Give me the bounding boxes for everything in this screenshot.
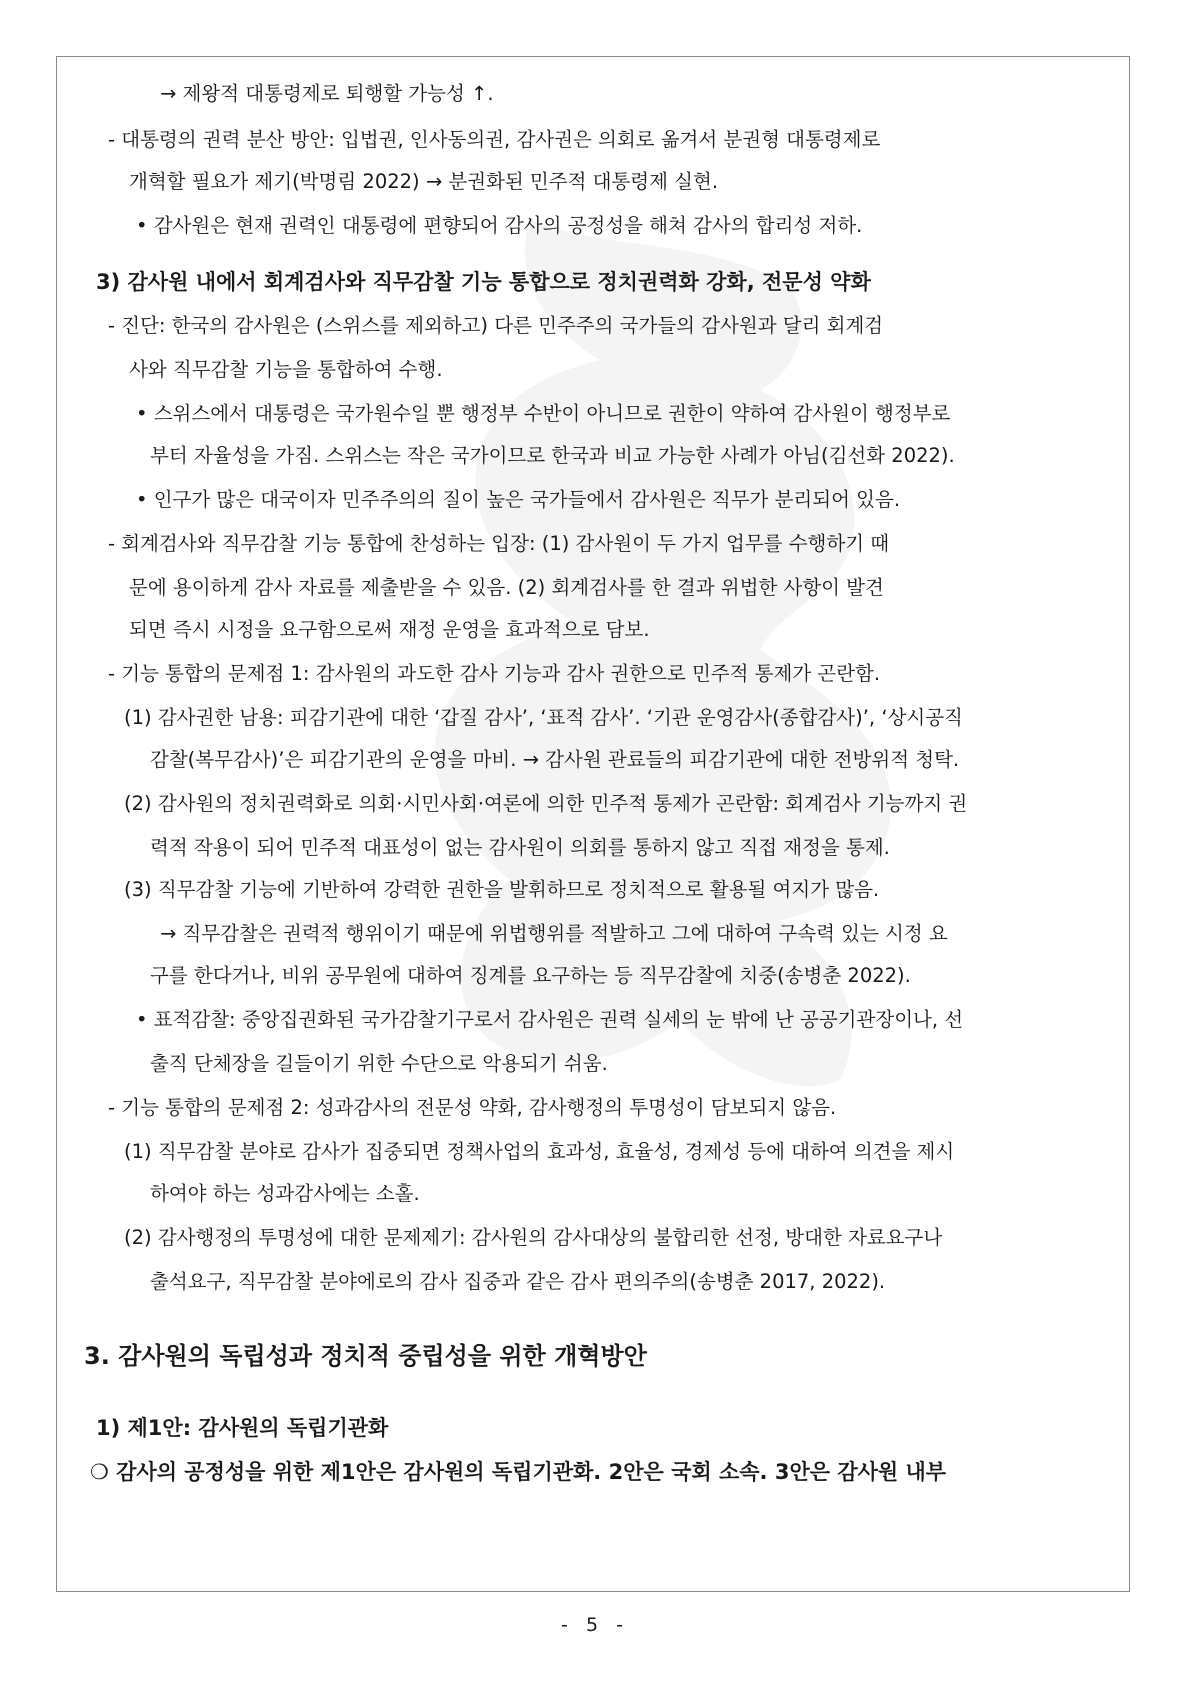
text-line: 개혁할 필요가 제기(박명림 2022) → 분권화된 민주적 대통령제 실현.: [129, 170, 719, 193]
text-line: 부터 자율성을 가짐. 스위스는 작은 국가이므로 한국과 비교 가능한 사례가 아님(김선화 2022).: [150, 444, 955, 467]
text-line: - 회계검사와 직무감찰 기능 통합에 찬성하는 입장: (1) 감사원이 두 가지 업무를 수행하기 때: [108, 532, 890, 555]
text-line: • 감사원은 현재 권력인 대통령에 편향되어 감사의 공정성을 해쳐 감사의 합리성 저하.: [136, 214, 863, 237]
text-line: - 기능 통합의 문제점 1: 감사원의 과도한 감사 기능과 감사 권한으로 민주적 통제가 곤란함.: [108, 662, 881, 685]
text-line: → 직무감찰은 권력적 행위이기 때문에 위법행위를 적발하고 그에 대하여 구속력 있는 시정 요: [160, 922, 948, 945]
text-line: (3) 직무감찰 기능에 기반하여 강력한 권한을 발휘하므로 정치적으로 활용될 여지가 많음.: [124, 878, 880, 901]
subsection-heading: 3) 감사원 내에서 회계검사와 직무감찰 기능 통합으로 정치권력화 강화, 전문성 약화: [96, 270, 871, 294]
page-number: - 5 -: [561, 1614, 629, 1636]
text-line: • 표적감찰: 중앙집권화된 국가감찰기구로서 감사원은 권력 실세의 눈 밖에 난 공공기관장이나, 선: [136, 1008, 964, 1031]
text-line: - 대통령의 권력 분산 방안: 입법권, 인사동의권, 감사권은 의회로 옮겨서 분권형 대통령제로: [108, 128, 881, 151]
text-line: (1) 감사권한 남용: 피감기관에 대한 ‘갑질 감사’, ‘표적 감사’. ‘기관 운영감사(종합감사)’, ‘상시공직: [124, 706, 963, 729]
section-heading: 3. 감사원의 독립성과 정치적 중립성을 위한 개혁방안: [84, 1342, 647, 1370]
text-line: 력적 작용이 되어 민주적 대표성이 없는 감사원이 의회를 통하지 않고 직접 재정을 통제.: [150, 836, 890, 859]
text-line: - 기능 통합의 문제점 2: 성과감사의 전문성 약화, 감사행정의 투명성이 담보되지 않음.: [108, 1096, 837, 1119]
text-line: • 스위스에서 대통령은 국가원수일 뿐 행정부 수반이 아니므로 권한이 약하여 감사원이 행정부로: [136, 402, 951, 425]
text-line: (2) 감사행정의 투명성에 대한 문제제기: 감사원의 감사대상의 불합리한 선정, 방대한 자료요구나: [124, 1226, 943, 1249]
text-line: (1) 직무감찰 분야로 감사가 집중되면 정책사업의 효과성, 효율성, 경제성 등에 대하여 의견을 제시: [124, 1140, 955, 1163]
text-line: 감찰(복무감사)’은 피감기관의 운영을 마비. → 감사원 관료들의 피감기관에 대한 전방위적 청탁.: [150, 748, 960, 771]
text-line: 구를 한다거나, 비위 공무원에 대하여 징계를 요구하는 등 직무감찰에 치중(송병춘 2022).: [150, 964, 911, 987]
text-line: 출석요구, 직무감찰 분야에로의 감사 집중과 같은 감사 편의주의(송병춘 2017, 2022).: [150, 1270, 886, 1293]
bullet-paragraph: ❍ 감사의 공정성을 위한 제1안은 감사원의 독립기관화. 2안은 국회 소속. 3안은 감사원 내부: [90, 1460, 947, 1484]
text-line: 출직 단체장을 길들이기 위한 수단으로 악용되기 쉬움.: [150, 1052, 608, 1075]
subsection-heading: 1) 제1안: 감사원의 독립기관화: [96, 1416, 389, 1440]
text-line: (2) 감사원의 정치권력화로 의회·시민사회·여론에 의한 민주적 통제가 곤란함: 회계검사 기능까지 권: [124, 792, 968, 815]
text-line: 문에 용이하게 감사 자료를 제출받을 수 있음. (2) 회계검사를 한 결과 위법한 사항이 발견: [129, 576, 884, 599]
text-line: → 제왕적 대통령제로 퇴행할 가능성 ↑.: [160, 82, 494, 105]
text-line: 사와 직무감찰 기능을 통합하여 수행.: [129, 358, 443, 381]
text-line: 되면 즉시 시정을 요구함으로써 재정 운영을 효과적으로 담보.: [129, 618, 650, 641]
text-line: • 인구가 많은 대국이자 민주주의의 질이 높은 국가들에서 감사원은 직무가 분리되어 있음.: [136, 488, 901, 511]
text-line: - 진단: 한국의 감사원은 (스위스를 제외하고) 다른 민주주의 국가들의 감사원과 달리 회계검: [108, 314, 884, 337]
text-line: 하여야 하는 성과감사에는 소홀.: [150, 1182, 420, 1205]
